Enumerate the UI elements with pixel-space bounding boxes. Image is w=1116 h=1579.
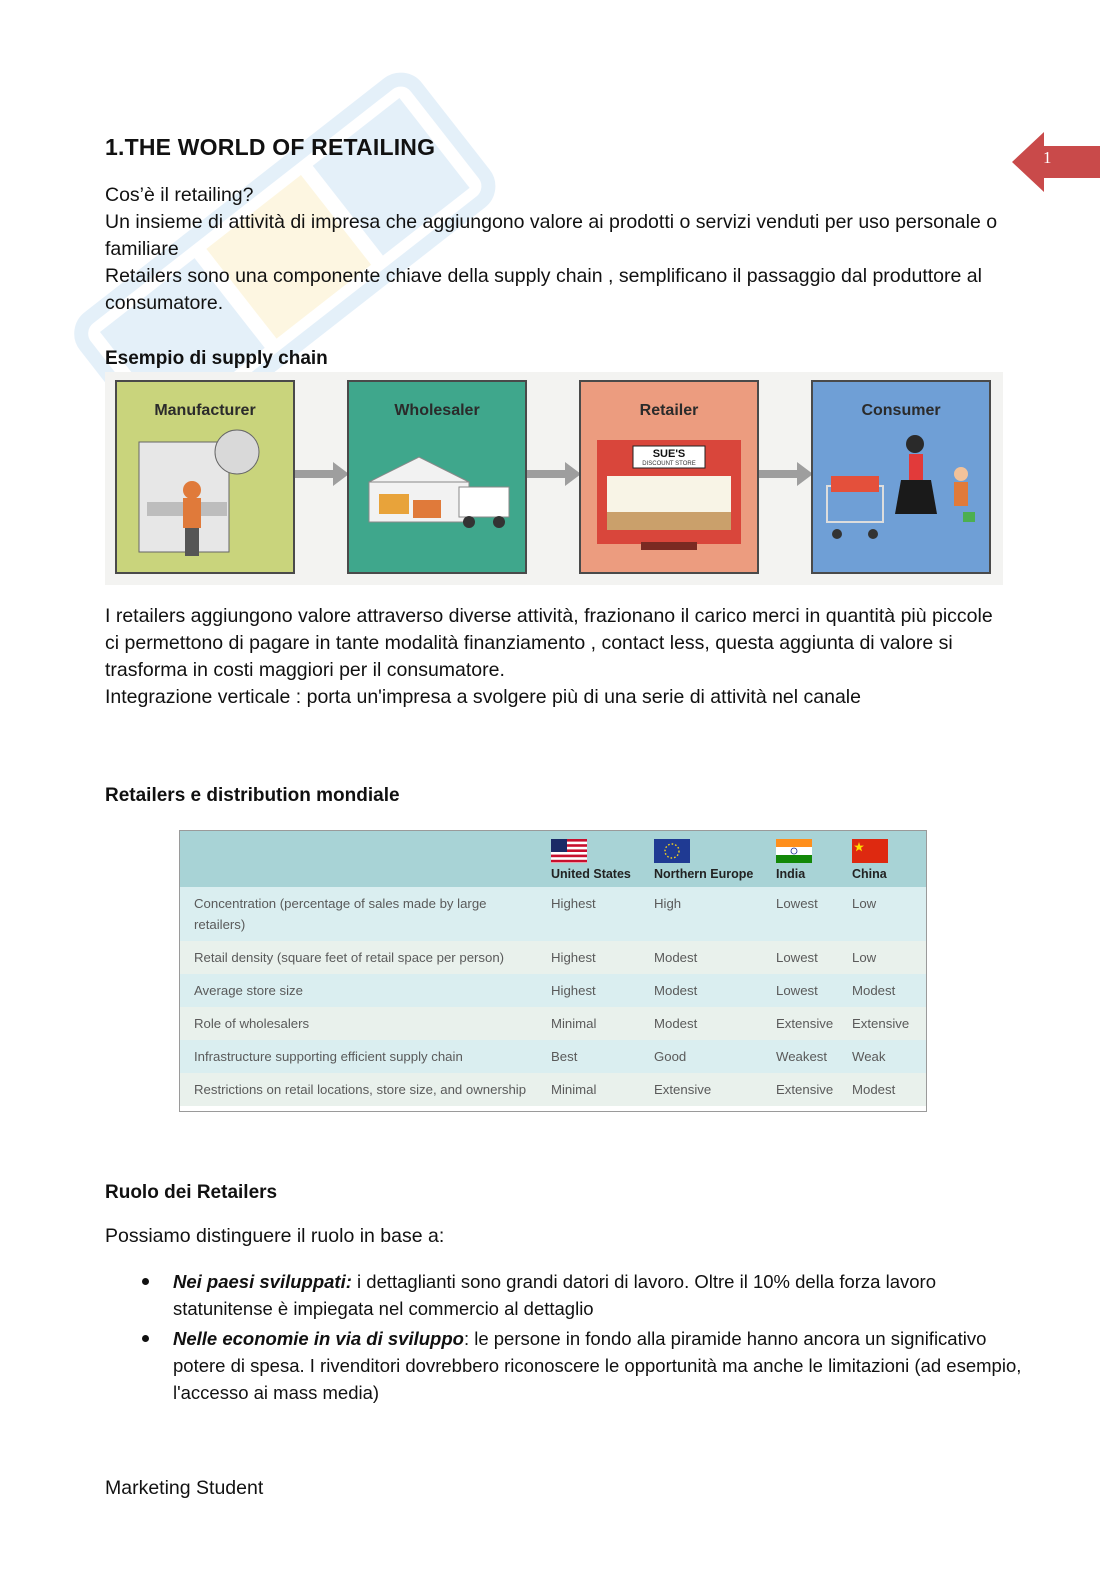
page-number: 1	[1043, 148, 1052, 167]
arrow-right-icon	[295, 462, 349, 486]
store-sign-sub: DISCOUNT STORE	[642, 461, 696, 467]
supply-chain-figure	[105, 372, 1003, 585]
page-number-arrow	[1012, 132, 1102, 192]
retailer-label: Retailer	[639, 402, 699, 419]
manufacturer-label: Manufacturer	[154, 402, 256, 419]
intro-section	[105, 182, 1015, 317]
table-row: Infrastructure supporting efficient supply chain Best Good Weakest Weak	[180, 1040, 926, 1073]
column-northern-europe: Northern Europe	[648, 831, 770, 887]
distribution-table	[179, 830, 927, 1112]
page-footer: Marketing Student	[105, 1477, 264, 1499]
column-china: China	[846, 831, 926, 887]
value-section	[105, 603, 1015, 711]
roles-list	[105, 1268, 1025, 1409]
value-paragraph: ci permettono di pagare in tante modalità finanziamento , contact less, questa aggiunta di valore si trasforma in costi maggiori per il consumatore.	[105, 632, 953, 681]
list-item: Nei paesi sviluppati: i dettaglianti sono grandi datori di lavoro. Oltre il 10% della forza lavoro statunitense è impiegata nel commercio al dettaglio	[105, 1268, 1025, 1322]
arrow-right-icon	[759, 462, 813, 486]
distribution-heading: Retailers e distribution mondiale	[105, 785, 400, 806]
wholesaler-box	[347, 380, 527, 574]
consumer-box	[811, 380, 991, 574]
table-row: Average store size Highest Modest Lowest Modest	[180, 974, 926, 1007]
eu-flag-icon	[654, 839, 690, 863]
india-flag-icon	[776, 839, 812, 863]
bullet-icon	[142, 1278, 149, 1285]
bullet-icon	[142, 1335, 149, 1342]
list-item: Nelle economie in via di sviluppo: le persone in fondo alla piramide hanno ancora un significativo potere di spesa. I rivenditori dovrebbero riconoscere le opportunità ma anche le limitazioni (ad esempio, l'accesso ai mass media)	[105, 1325, 1025, 1406]
consumer-label: Consumer	[861, 402, 941, 419]
table-row: Role of wholesalers Minimal Modest Extensive Extensive	[180, 1007, 926, 1040]
table-row: Concentration (percentage of sales made by large retailers) Highest High Lowest Low	[180, 887, 926, 941]
intro-question: Cos’è il retailing?	[105, 184, 254, 206]
manufacturer-box	[115, 380, 295, 574]
us-flag-icon	[551, 839, 587, 863]
intro-definition: Un insieme di attività di impresa che aggiungono valore ai prodotti o servizi venduti per uso personale o familiare	[105, 211, 998, 260]
supply-chain-heading: Esempio di supply chain	[105, 348, 328, 369]
china-flag-icon	[852, 839, 888, 863]
roles-intro: Possiamo distinguere il ruolo in base a:	[105, 1225, 445, 1247]
wholesaler-label: Wholesaler	[394, 402, 480, 419]
retailer-box	[579, 380, 759, 574]
page-title: 1.THE WORLD OF RETAILING	[105, 134, 436, 160]
table-header-row	[180, 831, 926, 887]
column-united-states: United States	[545, 831, 648, 887]
store-sign: SUE'S	[652, 448, 686, 460]
table-row: Retail density (square feet of retail space per person) Highest Modest Lowest Low	[180, 941, 926, 974]
value-paragraph: Integrazione verticale : porta un'impresa a svolgere più di una serie di attività nel canale	[105, 686, 861, 708]
value-paragraph: I retailers aggiungono valore attraverso diverse attività, frazionano il carico merci in quantità più piccole	[105, 605, 993, 627]
roles-heading: Ruolo dei Retailers	[105, 1182, 278, 1203]
intro-role: Retailers sono una componente chiave della supply chain , semplificano il passaggio dal produttore al consumatore.	[105, 265, 982, 314]
column-india: India	[770, 831, 846, 887]
table-row: Restrictions on retail locations, store size, and ownership Minimal Extensive Extensive Modest	[180, 1073, 926, 1106]
arrow-right-icon	[527, 462, 581, 486]
